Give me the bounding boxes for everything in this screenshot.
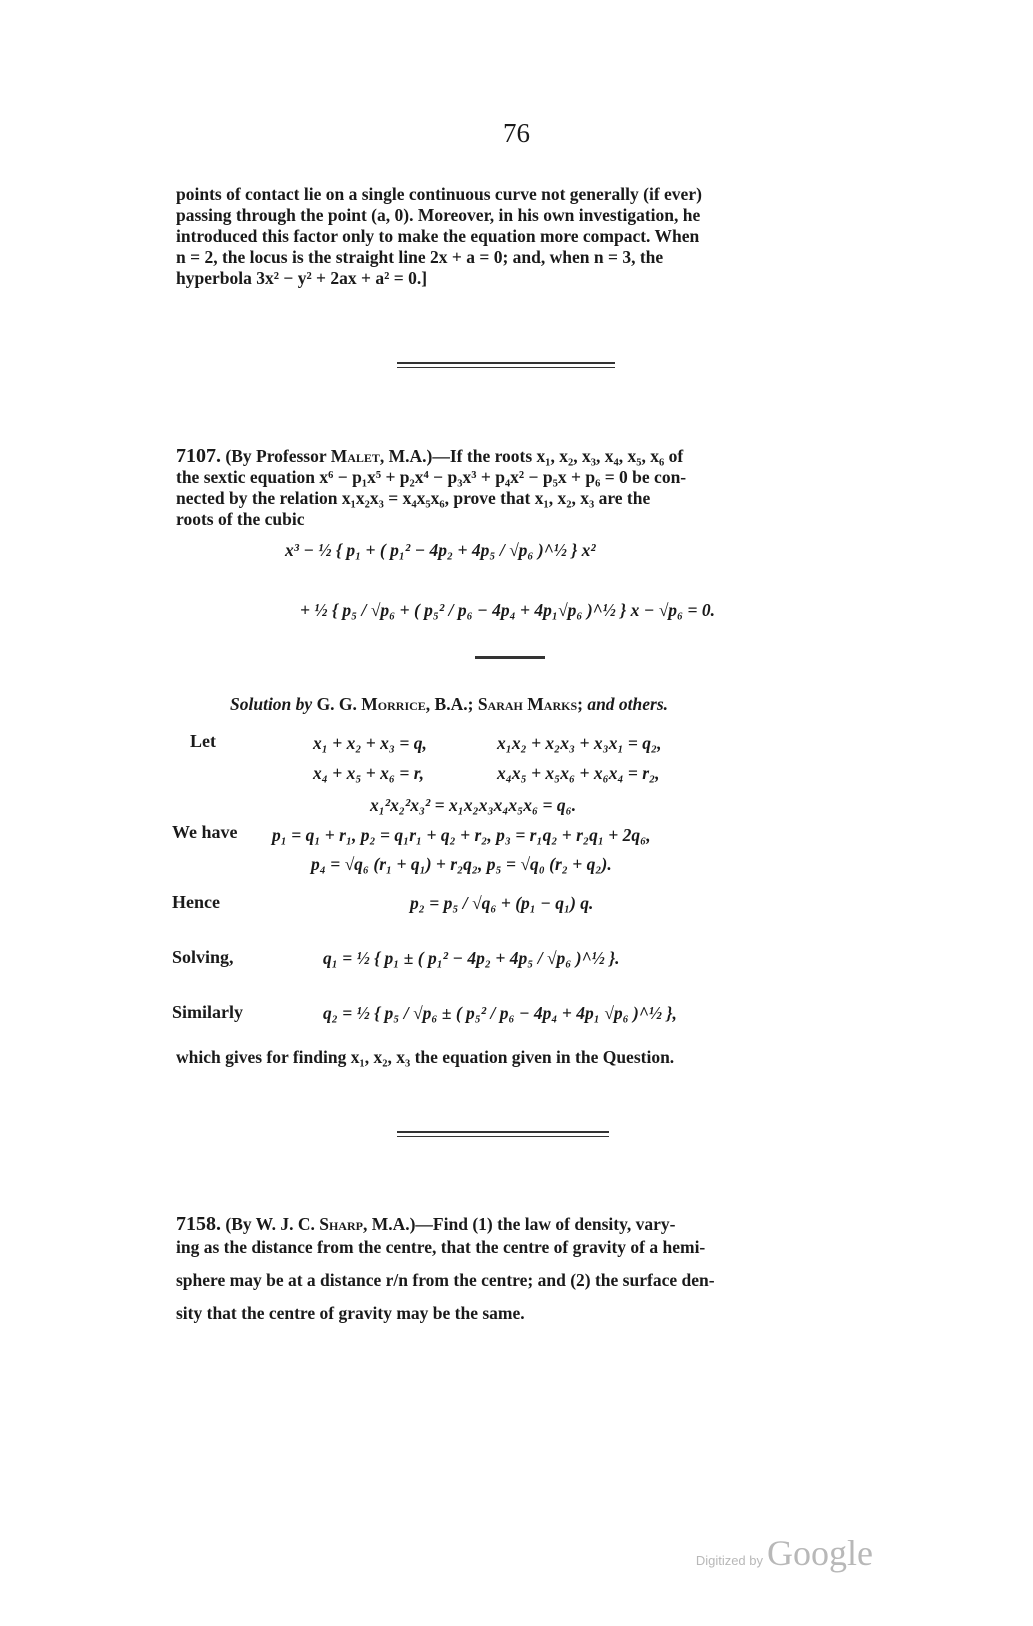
let-equation-1b: x₁x₂ + x₂x₃ + x₃x₁ = q₂, bbox=[497, 733, 662, 753]
solving-equation: q₁ = ½ { p₁ ± ( p₁² − 4p₂ + 4p₅ / √p₆ )^½ }. bbox=[323, 948, 620, 968]
let-label: Let bbox=[190, 731, 216, 751]
author-suffix: , M.A.)—If the roots x₁, x₂, x₃, x₄, x₅, x₆ of bbox=[379, 446, 684, 466]
page-number: 76 bbox=[503, 118, 530, 148]
let-equation-2b: x₄x₅ + x₅x₆ + x₆x₄ = r₂, bbox=[497, 763, 660, 783]
solving-label: Solving, bbox=[172, 947, 234, 967]
we-have-label: We have bbox=[172, 822, 238, 842]
solution-closing bbox=[176, 1047, 846, 1068]
question-7107-line1 bbox=[176, 446, 846, 467]
author-name: Sharp bbox=[319, 1214, 363, 1234]
author-suffix: , M.A.)—Find (1) the law of density, vary- bbox=[362, 1214, 676, 1234]
let-equation-3: x₁²x₂²x₃² = x₁x₂x₃x₄x₅x₆ = q₆. bbox=[370, 795, 577, 815]
question-7158-line2: ing as the distance from the centre, that the centre of gravity of a hemi- bbox=[176, 1237, 706, 1257]
intro-line: introduced this factor only to make the equation more compact. When bbox=[176, 226, 700, 246]
intro-line: points of contact lie on a single continuous curve not generally (if ever) bbox=[176, 184, 702, 204]
question-7158 bbox=[176, 1213, 846, 1325]
question-number: 7158. bbox=[176, 1213, 221, 1235]
section-divider bbox=[397, 1131, 609, 1133]
intro-line: n = 2, the locus is the straight line 2x + a = 0; and, when n = 3, the bbox=[176, 247, 664, 267]
similarly-equation: q₂ = ½ { p₅ / √p₆ ± ( p₅² / p₆ − 4p₄ + 4p₁ √p₆ )^½ }, bbox=[323, 1003, 677, 1023]
author-prefix: (By Professor bbox=[225, 446, 327, 466]
question-7158-line3: sphere may be at a distance r/n from the centre; and (2) the surface den- bbox=[176, 1270, 715, 1290]
hence-equation: p₂ = p₅ / √q₆ + (p₁ − q₁) q. bbox=[410, 893, 594, 913]
intro-line: hyperbola 3x² − y² + 2ax + a² = 0.] bbox=[176, 268, 428, 288]
solution-authors: G. G. Morrice, B.A.; Sarah Marks; bbox=[316, 694, 583, 714]
let-equation-2a: x₄ + x₅ + x₆ = r, bbox=[313, 763, 424, 783]
solution-closing-line: which gives for finding x₁, x₂, x₃ the equation given in the Question. bbox=[176, 1047, 675, 1067]
question-7107 bbox=[176, 446, 846, 530]
google-logo: Google bbox=[767, 1533, 873, 1573]
question-7158-line4: sity that the centre of gravity may be the same. bbox=[176, 1303, 525, 1323]
we-have-equation-2: p₄ = √q₆ (r₁ + q₁) + r₂q₂, p₅ = √q₀ (r₂ + q₂). bbox=[311, 854, 612, 874]
hence-label: Hence bbox=[172, 892, 220, 912]
digitized-watermark bbox=[696, 1532, 873, 1574]
question-7107-line2: the sextic equation x⁶ − p₁x⁵ + p₂x⁴ − p₃x³ + p₄x² − p₅x + p₆ = 0 be con- bbox=[176, 467, 687, 487]
similarly-label: Similarly bbox=[172, 1002, 243, 1022]
question-number: 7107. bbox=[176, 445, 221, 467]
solution-heading-prefix: Solution by bbox=[230, 694, 313, 714]
short-rule bbox=[475, 656, 545, 659]
question-7107-line3: nected by the relation x₁x₂x₃ = x₄x₅x₆, prove that x₁, x₂, x₃ are the bbox=[176, 488, 651, 508]
intro-line: passing through the point (a, 0). Moreover, in his own investigation, he bbox=[176, 205, 701, 225]
question-7107-line4: roots of the cubic bbox=[176, 509, 305, 529]
solution-heading-suffix: and others. bbox=[587, 694, 669, 714]
solution-heading bbox=[230, 694, 668, 715]
question-7158-line1 bbox=[176, 1213, 846, 1236]
we-have-equation-1: p₁ = q₁ + r₁, p₂ = q₁r₁ + q₂ + r₂, p₃ = r₁q₂ + r₂q₁ + 2q₆, bbox=[272, 825, 651, 845]
cubic-equation-line2: + ½ { p₅ / √p₆ + ( p₅² / p₆ − 4p₄ + 4p₁√p₆ )^½ } x − √p₆ = 0. bbox=[300, 600, 716, 620]
intro-paragraph bbox=[176, 184, 846, 289]
author-name: Malet bbox=[330, 446, 380, 466]
let-equation-1a: x₁ + x₂ + x₃ = q, bbox=[313, 733, 427, 753]
digitized-text: Digitized by bbox=[695, 1553, 764, 1568]
cubic-equation-line1: x³ − ½ { p₁ + ( p₁² − 4p₂ + 4p₅ / √p₆ )^½ } x² bbox=[285, 540, 596, 560]
section-divider bbox=[397, 362, 615, 364]
author-prefix: (By W. J. C. bbox=[225, 1214, 315, 1234]
